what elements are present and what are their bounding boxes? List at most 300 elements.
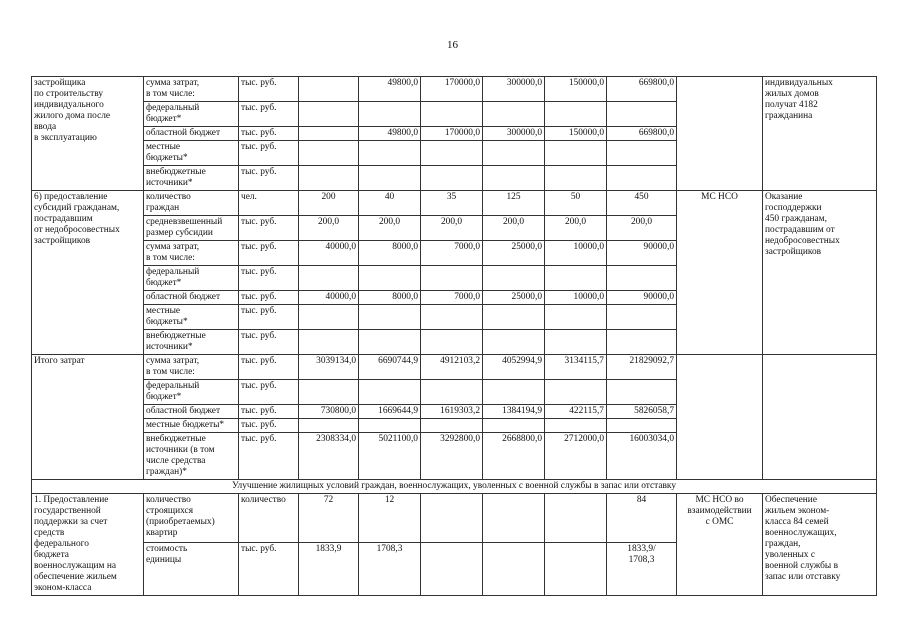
cell-line: 6) предоставление: [34, 192, 108, 202]
cell-line: 450: [634, 192, 649, 202]
unit-cell: тыс. руб.: [239, 291, 299, 305]
cell-line: квартир: [146, 528, 178, 538]
value-cell: [421, 419, 483, 433]
cell-line: 3292800,0: [440, 434, 480, 444]
value-cell: [545, 191, 607, 216]
cell-line: 1. Предоставление: [34, 495, 109, 505]
unit-cell: тыс. руб.: [239, 102, 299, 127]
value-cell: [359, 380, 421, 405]
value-cell: [483, 330, 545, 355]
cell-line: 125: [506, 192, 521, 202]
value-cell: [359, 77, 421, 102]
cell-line: числе средства: [146, 456, 206, 466]
value-cell: [359, 543, 421, 596]
cell-line: источники*: [146, 342, 193, 352]
cell-line: 300000,0: [506, 78, 542, 88]
measure-name-cell: [32, 77, 144, 191]
cell-line: строящихся: [146, 506, 194, 516]
value-cell: [483, 543, 545, 596]
cell-line: 3134115,7: [564, 356, 604, 366]
section-title: Улучшение жилищных условий граждан, военнослужащих, уволенных с военной службы в запас или отставку: [32, 480, 877, 494]
cell-line: 16003034,0: [629, 434, 674, 444]
value-cell: [359, 433, 421, 480]
cell-line: уволенных с: [765, 550, 815, 560]
cell-line: 35: [446, 192, 457, 202]
value-cell: [483, 433, 545, 480]
cell-line: в том числе:: [146, 253, 195, 263]
cell-line: 50: [570, 192, 581, 202]
cell-line: индивидуального: [34, 100, 104, 110]
value-cell: [359, 141, 421, 166]
value-cell: [359, 216, 421, 241]
cell-line: застройщиков: [34, 236, 91, 246]
cell-line: 10000,0: [573, 292, 604, 302]
value-cell: [545, 494, 607, 543]
value-cell: [359, 330, 421, 355]
cell-line: 450 гражданам,: [765, 214, 827, 224]
value-cell: [359, 355, 421, 380]
value-cell: [421, 543, 483, 596]
unit-cell: тыс. руб.: [239, 127, 299, 141]
measure-name-cell: [32, 355, 144, 480]
value-cell: [421, 405, 483, 419]
cell-line: бюджеты*: [146, 317, 188, 327]
value-cell: [421, 166, 483, 191]
value-cell: [545, 380, 607, 405]
value-cell: [545, 266, 607, 291]
measure-name-cell: [32, 191, 144, 355]
unit-cell: тыс. руб.: [239, 355, 299, 380]
result-cell: [763, 355, 877, 480]
cell-line: пострадавшим от: [765, 225, 835, 235]
cell-line: количество: [146, 192, 191, 202]
cell-line: 1708,3: [376, 544, 403, 554]
value-cell: [545, 141, 607, 166]
cell-line: граждан,: [765, 539, 801, 549]
cell-line: 3039134,0: [316, 356, 356, 366]
cell-line: бюджет*: [146, 114, 182, 124]
indicator-cell: [144, 543, 239, 596]
cell-line: источники (в том: [146, 445, 215, 455]
value-cell: [299, 141, 359, 166]
value-cell: [421, 241, 483, 266]
cell-line: 40: [384, 192, 395, 202]
cell-line: 7000,0: [454, 292, 480, 302]
table-row: [32, 77, 877, 102]
cell-line: Обеспечение: [765, 495, 817, 505]
unit-cell: тыс. руб.: [239, 330, 299, 355]
cell-line: федеральный: [146, 381, 200, 391]
cell-line: в том числе:: [146, 89, 195, 99]
cell-line: 40000,0: [325, 292, 356, 302]
cell-line: 1669644,9: [378, 406, 418, 416]
cell-line: государственной: [34, 506, 101, 516]
cell-line: 200,0: [564, 217, 587, 227]
unit-cell: тыс. руб.: [239, 77, 299, 102]
value-cell: [421, 127, 483, 141]
cell-line: военной службы в: [765, 561, 839, 571]
value-cell: [545, 355, 607, 380]
cell-line: обеспечение жильем: [34, 572, 117, 582]
value-cell: [299, 166, 359, 191]
cell-line: (приобретаемых): [146, 517, 215, 527]
cell-line: 5021100,0: [378, 434, 418, 444]
value-cell: [421, 291, 483, 305]
cell-line: местные: [146, 306, 181, 316]
value-cell: [607, 433, 677, 480]
value-cell: [545, 305, 607, 330]
cell-line: господдержки: [765, 203, 822, 213]
table-row: [32, 191, 877, 216]
cell-line: 170000,0: [444, 128, 480, 138]
cell-line: 10000,0: [573, 242, 604, 252]
cell-line: 669800,0: [638, 128, 674, 138]
value-cell: [299, 419, 359, 433]
cell-line: субсидий гражданам,: [34, 203, 120, 213]
indicator-cell: [144, 494, 239, 543]
cell-line: застройщиков: [765, 247, 822, 257]
value-cell: [483, 291, 545, 305]
cell-line: жильем эконом-: [765, 506, 830, 516]
value-cell: [483, 127, 545, 141]
value-cell: [607, 494, 677, 543]
measure-name-cell: [32, 494, 144, 596]
executor-cell: [677, 355, 763, 480]
unit-cell: тыс. руб.: [239, 380, 299, 405]
cell-line: в эксплуатацию: [34, 133, 97, 143]
value-cell: [359, 191, 421, 216]
value-cell: [545, 102, 607, 127]
cell-line: военнослужащим на: [34, 561, 117, 571]
cell-line: количество: [146, 495, 191, 505]
indicator-cell: [144, 266, 239, 291]
executor-cell: МС НСО: [677, 191, 763, 355]
value-cell: [607, 127, 677, 141]
cell-line: по строительству: [34, 89, 104, 99]
value-cell: [483, 141, 545, 166]
value-cell: [483, 191, 545, 216]
value-cell: [299, 216, 359, 241]
cell-line: жилого дома после: [34, 111, 111, 121]
cell-line: военнослужащих,: [765, 528, 837, 538]
cell-line: МС НСО во: [695, 495, 744, 505]
value-cell: [421, 102, 483, 127]
value-cell: [299, 102, 359, 127]
cell-line: 72: [323, 495, 334, 505]
value-cell: [421, 191, 483, 216]
indicator-cell: [144, 102, 239, 127]
value-cell: [483, 305, 545, 330]
indicator-cell: [144, 216, 239, 241]
value-cell: [483, 216, 545, 241]
value-cell: [421, 266, 483, 291]
cell-line: получат 4182: [765, 100, 818, 110]
cell-line: 200: [321, 192, 336, 202]
value-cell: [545, 419, 607, 433]
value-cell: [545, 405, 607, 419]
indicator-cell: [144, 191, 239, 216]
cell-line: 200,0: [502, 217, 525, 227]
unit-cell: тыс. руб.: [239, 216, 299, 241]
table-row: [32, 494, 877, 543]
cell-line: 200,0: [317, 217, 340, 227]
executor-cell: [677, 494, 763, 596]
cell-line: запас или отставку: [765, 572, 841, 582]
value-cell: [483, 166, 545, 191]
value-cell: [545, 216, 607, 241]
unit-cell: тыс. руб.: [239, 141, 299, 166]
unit-cell: тыс. руб.: [239, 305, 299, 330]
cell-line: взаимодействии: [687, 506, 752, 516]
value-cell: [607, 330, 677, 355]
cell-line: стоимость: [146, 544, 188, 554]
value-cell: [421, 216, 483, 241]
cell-line: 8000,0: [392, 292, 418, 302]
value-cell: [483, 355, 545, 380]
cell-line: размер субсидии: [146, 228, 213, 238]
value-cell: [607, 305, 677, 330]
value-cell: [299, 305, 359, 330]
value-cell: [359, 266, 421, 291]
value-cell: [483, 77, 545, 102]
value-cell: [299, 433, 359, 480]
value-cell: [421, 355, 483, 380]
unit-cell: тыс. руб.: [239, 433, 299, 480]
value-cell: [359, 166, 421, 191]
cell-line: в том числе:: [146, 367, 195, 377]
value-cell: [299, 77, 359, 102]
value-cell: [607, 141, 677, 166]
cell-line: сумма затрат,: [146, 242, 200, 252]
cell-line: гражданина: [765, 111, 813, 121]
cell-line: 49800,0: [387, 128, 418, 138]
cell-line: областной бюджет: [146, 292, 221, 302]
value-cell: [607, 355, 677, 380]
value-cell: [545, 330, 607, 355]
value-cell: [299, 291, 359, 305]
value-cell: [483, 266, 545, 291]
value-cell: [607, 543, 677, 596]
value-cell: [421, 305, 483, 330]
value-cell: [607, 77, 677, 102]
cell-line: 2308334,0: [316, 434, 356, 444]
cell-line: 1708,3: [628, 555, 655, 565]
indicator-cell: [144, 241, 239, 266]
cell-line: сумма затрат,: [146, 356, 200, 366]
cell-line: 40000,0: [325, 242, 356, 252]
cell-line: внебюджетные: [146, 331, 206, 341]
cell-line: федеральный: [146, 267, 200, 277]
cell-line: поддержки за счет: [34, 517, 108, 527]
cell-line: 2668800,0: [502, 434, 542, 444]
indicator-cell: [144, 77, 239, 102]
value-cell: [421, 77, 483, 102]
indicator-cell: [144, 305, 239, 330]
cell-line: 90000,0: [643, 242, 674, 252]
cell-line: внебюджетные: [146, 167, 206, 177]
cell-line: 669800,0: [638, 78, 674, 88]
cell-line: внебюджетные: [146, 434, 206, 444]
value-cell: [299, 380, 359, 405]
indicator-cell: [144, 419, 239, 433]
cell-line: 5826058,7: [634, 406, 674, 416]
cell-line: 200,0: [440, 217, 463, 227]
value-cell: [545, 291, 607, 305]
value-cell: [421, 494, 483, 543]
cell-line: пострадавшим: [34, 214, 93, 224]
cell-line: застройщика: [34, 78, 86, 88]
value-cell: [545, 77, 607, 102]
value-cell: [545, 166, 607, 191]
cell-line: 90000,0: [643, 292, 674, 302]
unit-cell: тыс. руб.: [239, 166, 299, 191]
indicator-cell: [144, 330, 239, 355]
result-cell: [763, 191, 877, 355]
unit-cell: тыс. руб.: [239, 241, 299, 266]
value-cell: [359, 494, 421, 543]
value-cell: [359, 419, 421, 433]
table-row: [32, 355, 877, 380]
cell-line: 1619303,2: [440, 406, 480, 416]
page-number: 16: [447, 39, 458, 51]
cell-line: 6690744,9: [378, 356, 418, 366]
value-cell: [359, 405, 421, 419]
value-cell: [359, 305, 421, 330]
cell-line: эконом-класса: [34, 583, 92, 593]
cell-line: 300000,0: [506, 128, 542, 138]
cell-line: федерального: [34, 539, 89, 549]
unit-cell: тыс. руб.: [239, 405, 299, 419]
value-cell: [545, 241, 607, 266]
cell-line: 1833,9/: [627, 544, 656, 554]
cell-line: 8000,0: [392, 242, 418, 252]
value-cell: [299, 241, 359, 266]
cell-line: 4912103,2: [440, 356, 480, 366]
value-cell: [299, 191, 359, 216]
indicator-cell: [144, 291, 239, 305]
cell-line: 200,0: [630, 217, 653, 227]
cell-line: 21829092,7: [629, 356, 674, 366]
cell-line: источники*: [146, 178, 193, 188]
unit-cell: количество: [239, 494, 299, 543]
cell-line: 200,0: [378, 217, 401, 227]
indicator-cell: [144, 166, 239, 191]
result-cell: [763, 77, 877, 191]
cell-line: жилых домов: [765, 89, 819, 99]
result-cell: [763, 494, 877, 596]
value-cell: [545, 543, 607, 596]
cell-line: 422115,7: [569, 406, 604, 416]
cell-line: средневзвешенный: [146, 217, 223, 227]
cell-line: недобросовестных: [765, 236, 840, 246]
unit-cell: чел.: [239, 191, 299, 216]
executor-cell: [677, 77, 763, 191]
cell-line: федеральный: [146, 103, 200, 113]
value-cell: [483, 102, 545, 127]
value-cell: [607, 216, 677, 241]
value-cell: [483, 241, 545, 266]
unit-cell: тыс. руб.: [239, 266, 299, 291]
cell-line: 2712000,0: [564, 434, 604, 444]
indicator-cell: [144, 355, 239, 380]
value-cell: [299, 127, 359, 141]
indicator-cell: [144, 405, 239, 419]
value-cell: [607, 241, 677, 266]
cell-line: 730800,0: [320, 406, 356, 416]
cell-line: 1384194,9: [502, 406, 542, 416]
cell-line: граждан: [146, 203, 180, 213]
value-cell: [545, 433, 607, 480]
value-cell: [359, 241, 421, 266]
program-table: [31, 76, 877, 596]
indicator-cell: [144, 433, 239, 480]
value-cell: [299, 494, 359, 543]
cell-line: бюджеты*: [146, 153, 188, 163]
value-cell: [421, 433, 483, 480]
indicator-cell: [144, 380, 239, 405]
value-cell: [359, 102, 421, 127]
cell-line: сумма затрат,: [146, 78, 200, 88]
value-cell: [421, 330, 483, 355]
cell-line: от недобросовестных: [34, 225, 120, 235]
value-cell: [299, 543, 359, 596]
cell-line: областной бюджет: [146, 128, 221, 138]
cell-line: 12: [384, 495, 395, 505]
cell-line: 49800,0: [387, 78, 418, 88]
value-cell: [607, 405, 677, 419]
cell-line: областной бюджет: [146, 406, 221, 416]
cell-line: граждан)*: [146, 467, 187, 477]
cell-line: 150000,0: [568, 128, 604, 138]
value-cell: [483, 419, 545, 433]
cell-line: бюджет*: [146, 392, 182, 402]
value-cell: [299, 355, 359, 380]
value-cell: [607, 102, 677, 127]
value-cell: [607, 419, 677, 433]
value-cell: [607, 266, 677, 291]
value-cell: [545, 127, 607, 141]
cell-line: единицы: [146, 555, 182, 565]
value-cell: [607, 191, 677, 216]
cell-line: 84: [636, 495, 647, 505]
indicator-cell: [144, 127, 239, 141]
cell-line: класса 84 семей: [765, 517, 829, 527]
cell-line: индивидуальных: [765, 78, 833, 88]
value-cell: [299, 405, 359, 419]
value-cell: [299, 266, 359, 291]
value-cell: [359, 127, 421, 141]
unit-cell: тыс. руб.: [239, 543, 299, 596]
cell-line: 4052994,9: [502, 356, 542, 366]
cell-line: местные: [146, 142, 181, 152]
cell-line: средств: [34, 528, 65, 538]
cell-line: 7000,0: [454, 242, 480, 252]
cell-line: бюджет*: [146, 278, 182, 288]
indicator-cell: [144, 141, 239, 166]
unit-cell: тыс. руб.: [239, 419, 299, 433]
value-cell: [359, 291, 421, 305]
cell-line: 150000,0: [568, 78, 604, 88]
cell-line: 170000,0: [444, 78, 480, 88]
cell-line: с ОМС: [705, 517, 734, 527]
value-cell: [607, 380, 677, 405]
value-cell: [299, 330, 359, 355]
value-cell: [607, 166, 677, 191]
cell-line: 25000,0: [511, 242, 542, 252]
cell-line: Оказание: [765, 192, 803, 202]
value-cell: [483, 494, 545, 543]
cell-line: местные бюджеты*: [146, 420, 225, 430]
